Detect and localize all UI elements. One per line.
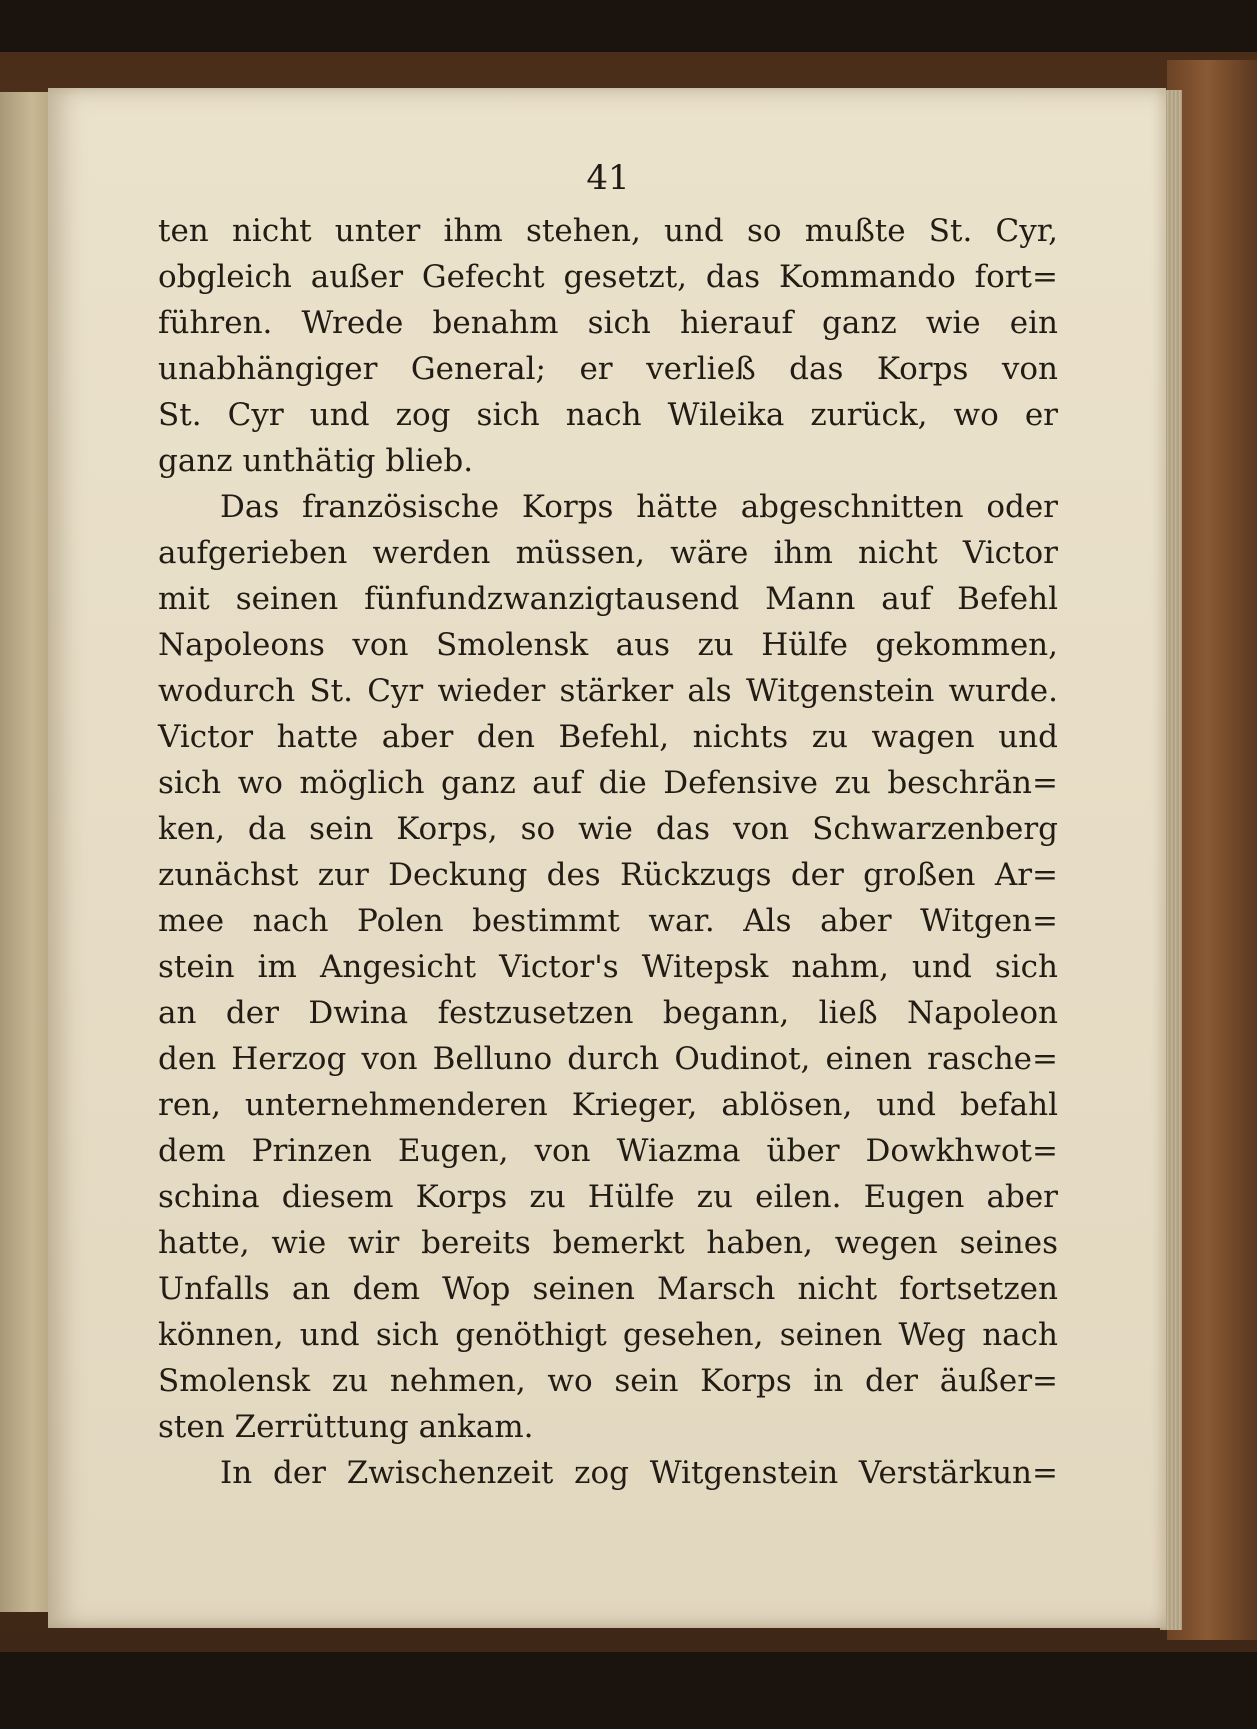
text-line: In der Zwischenzeit zog Witgenstein Verstärkun= (220, 1455, 1058, 1491)
text-line: mee nach Polen bestimmt war. Als aber Witgen= (158, 903, 1058, 939)
text-line: obgleich außer Gefecht gesetzt, das Kommando fort= (158, 259, 1058, 295)
text-line: mit seinen fünfundzwanzigtausend Mann auf Befehl (158, 581, 1058, 617)
text-line: Das französische Korps hätte abgeschnitten oder (220, 489, 1058, 525)
page-number: 41 (586, 158, 630, 198)
page-text (158, 208, 1058, 1496)
text-line: ren, unternehmenderen Krieger, ablösen, und befahl (158, 1087, 1058, 1123)
text-line: sten Zerrüttung ankam. (158, 1409, 534, 1445)
text-line: unabhängiger General; er verließ das Korps von (158, 351, 1058, 387)
text-line: den Herzog von Belluno durch Oudinot, einen rasche= (158, 1041, 1058, 1077)
text-line: Unfalls an dem Wop seinen Marsch nicht fortsetzen (158, 1271, 1058, 1307)
text-line: St. Cyr und zog sich nach Wileika zurück, wo er (158, 397, 1058, 433)
text-line: schina diesem Korps zu Hülfe zu eilen. Eugen aber (158, 1179, 1058, 1215)
text-line: Napoleons von Smolensk aus zu Hülfe gekommen, (158, 627, 1058, 663)
text-line: wodurch St. Cyr wieder stärker als Witgenstein wurde. (158, 673, 1058, 709)
text-line: führen. Wrede benahm sich hierauf ganz wie ein (158, 305, 1058, 341)
text-line: ten nicht unter ihm stehen, und so mußte St. Cyr, (158, 213, 1058, 249)
text-line: Smolensk zu nehmen, wo sein Korps in der äußer= (158, 1363, 1058, 1399)
book-page (48, 88, 1166, 1628)
text-line: hatte, wie wir bereits bemerkt haben, wegen seines (158, 1225, 1058, 1261)
text-line: sich wo möglich ganz auf die Defensive zu beschrän= (158, 765, 1058, 801)
text-line: zunächst zur Deckung des Rückzugs der großen Ar= (158, 857, 1058, 893)
text-line: ken, da sein Korps, so wie das von Schwarzenberg (158, 811, 1058, 847)
text-line: ganz unthätig blieb. (158, 443, 474, 479)
text-line: können, und sich genöthigt gesehen, seinen Weg nach (158, 1317, 1058, 1353)
text-line: aufgerieben werden müssen, wäre ihm nicht Victor (158, 535, 1058, 571)
text-line: Victor hatte aber den Befehl, nichts zu wagen und (158, 719, 1058, 755)
text-line: stein im Angesicht Victor's Witepsk nahm, und sich (158, 949, 1058, 985)
text-line: an der Dwina festzusetzen begann, ließ Napoleon (158, 995, 1058, 1031)
text-line: dem Prinzen Eugen, von Wiazma über Dowkhwot= (158, 1133, 1058, 1169)
